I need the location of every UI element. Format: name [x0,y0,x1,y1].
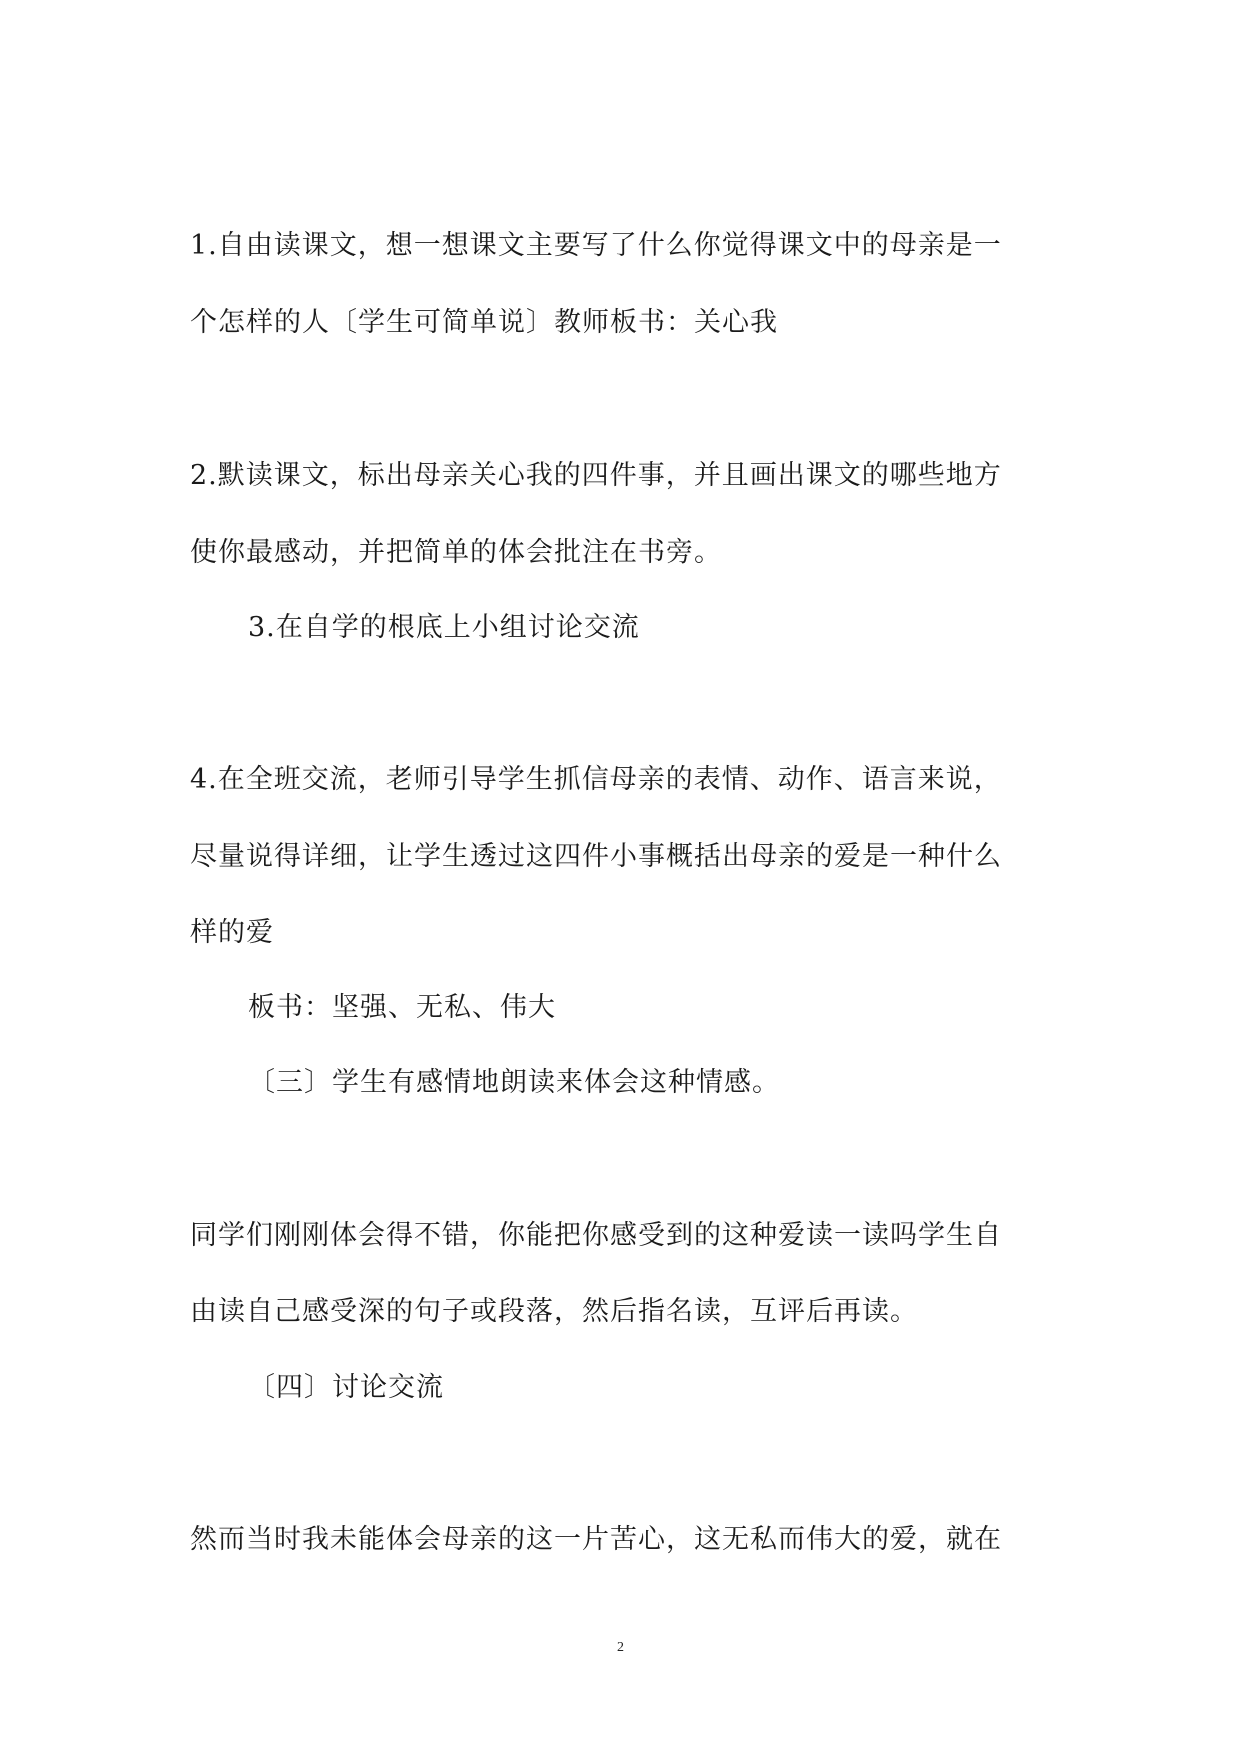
text-line-1: 1.自由读课文，想一想课文主要写了什么你觉得课文中的母亲是一 [190,230,1002,261]
text-line-11: 同学们刚刚体会得不错，你能把你感受到的这种爱读一读吗学生自 [190,1220,1002,1251]
text-line-8: 样的爱 [190,917,274,948]
text-line-7: 尽量说得详细，让学生透过这四件小事概括出母亲的爱是一种什么 [190,841,1002,872]
text-line-4: 使你最感动，并把简单的体会批注在书旁。 [190,537,722,568]
text-line-10: 〔三〕学生有感情地朗读来体会这种情感。 [248,1067,780,1098]
text-line-2: 个怎样的人〔学生可简单说〕教师板书：关心我 [190,307,778,338]
text-line-13: 〔四〕讨论交流 [248,1372,444,1403]
page-number: 2 [617,1640,624,1655]
text-line-3: 2.默读课文，标出母亲关心我的四件事，并且画出课文的哪些地方 [190,460,1002,491]
text-line-9: 板书：坚强、无私、伟大 [248,992,556,1023]
text-line-6: 4.在全班交流，老师引导学生抓信母亲的表情、动作、语言来说， [190,764,1002,795]
text-line-14: 然而当时我未能体会母亲的这一片苦心，这无私而伟大的爱，就在 [190,1524,1002,1555]
text-line-5: 3.在自学的根底上小组讨论交流 [248,612,640,643]
text-line-12: 由读自己感受深的句子或段落，然后指名读，互评后再读。 [190,1296,918,1327]
